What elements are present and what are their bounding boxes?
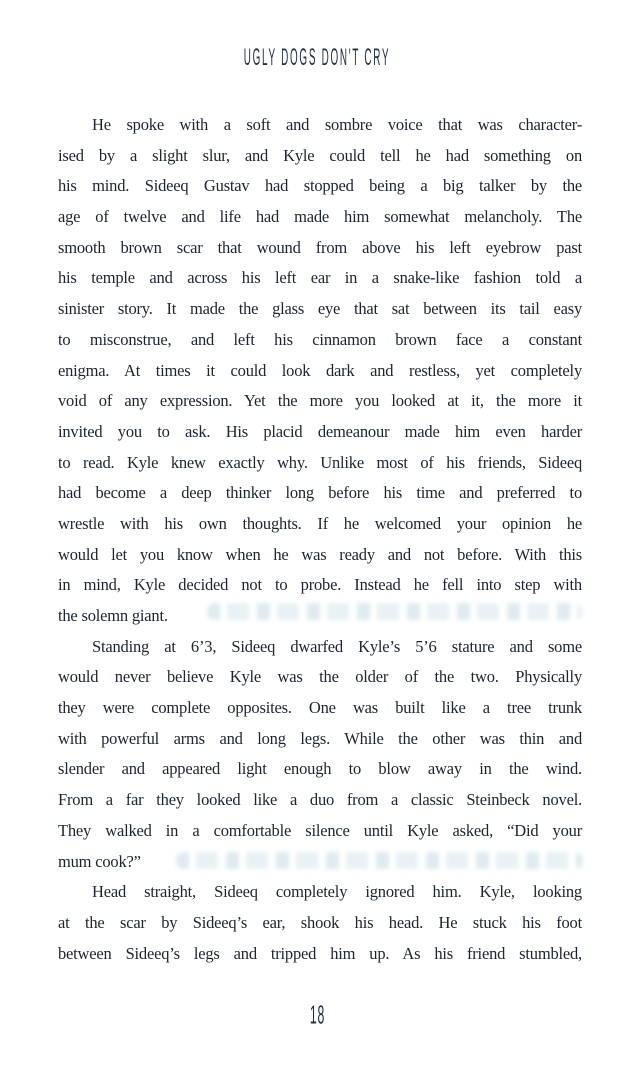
text-line: void of any expression. Yet the more you looked at it, the more it [58, 391, 582, 411]
running-header-title: UGLY DOGS DON'T CRY [243, 44, 391, 72]
text-line: sinister story. It made the glass eye that sat between its tail easy [58, 299, 582, 319]
text-line: the solemn giant. [58, 606, 168, 625]
text-line: would let you know when he was ready and not before. With this [58, 544, 582, 564]
text-line: wrestle with his own thoughts. If he welcomed your opinion he [58, 513, 582, 533]
text-line: between Sideeq’s legs and tripped him up. As his friend stumbled, [58, 943, 582, 963]
text-line: smooth brown scar that wound from above his left eyebrow past [58, 237, 582, 257]
ink-bleed-through-smudge [176, 852, 583, 869]
text-line: had become a deep thinker long before his time and preferred to [58, 483, 582, 503]
text-line: They walked in a comfortable silence until Kyle asked, “Did your [58, 820, 582, 840]
text-line: to read. Kyle knew exactly why. Unlike most of his friends, Sideeq [58, 452, 582, 472]
text-line: age of twelve and life had made him somewhat melancholy. The [58, 207, 582, 227]
text-line: From a far they looked like a duo from a classic Steinbeck novel. [58, 790, 582, 810]
text-block [58, 110, 582, 969]
text-line: He spoke with a soft and sombre voice that was character- [92, 115, 582, 134]
folio [0, 1000, 634, 1030]
text-line: enigma. At times it could look dark and restless, yet completely [58, 360, 582, 380]
text-line: his temple and across his left ear in a snake-like fashion told a [58, 268, 582, 288]
text-line: Standing at 6’3, Sideeq dwarfed Kyle’s 5’6 stature and some [92, 636, 582, 656]
ink-bleed-through-smudge [207, 603, 583, 620]
page-number: 18 [309, 1000, 325, 1030]
text-line: would never believe Kyle was the older of the two. Physically [58, 667, 582, 687]
text-line: slender and appeared light enough to blow away in the wind. [58, 759, 582, 779]
text-line: his mind. Sideeq Gustav had stopped being a big talker by the [58, 176, 582, 196]
text-line: in mind, Kyle decided not to probe. Instead he fell into step with [58, 575, 582, 595]
text-line: ised by a slight slur, and Kyle could tell he had something on [58, 145, 582, 165]
text-line: they were complete opposites. One was built like a tree trunk [58, 698, 582, 718]
running-header [0, 44, 634, 72]
text-line: to misconstrue, and left his cinnamon brown face a constant [58, 329, 582, 349]
text-line: Head straight, Sideeq completely ignored him. Kyle, looking [92, 882, 582, 902]
text-line: mum cook?” [58, 851, 141, 871]
text-line: at the scar by Sideeq’s ear, shook his head. He stuck his foot [58, 912, 582, 932]
text-line: with powerful arms and long legs. While the other was thin and [58, 728, 582, 748]
text-line: invited you to ask. His placid demeanour made him even harder [58, 421, 582, 441]
